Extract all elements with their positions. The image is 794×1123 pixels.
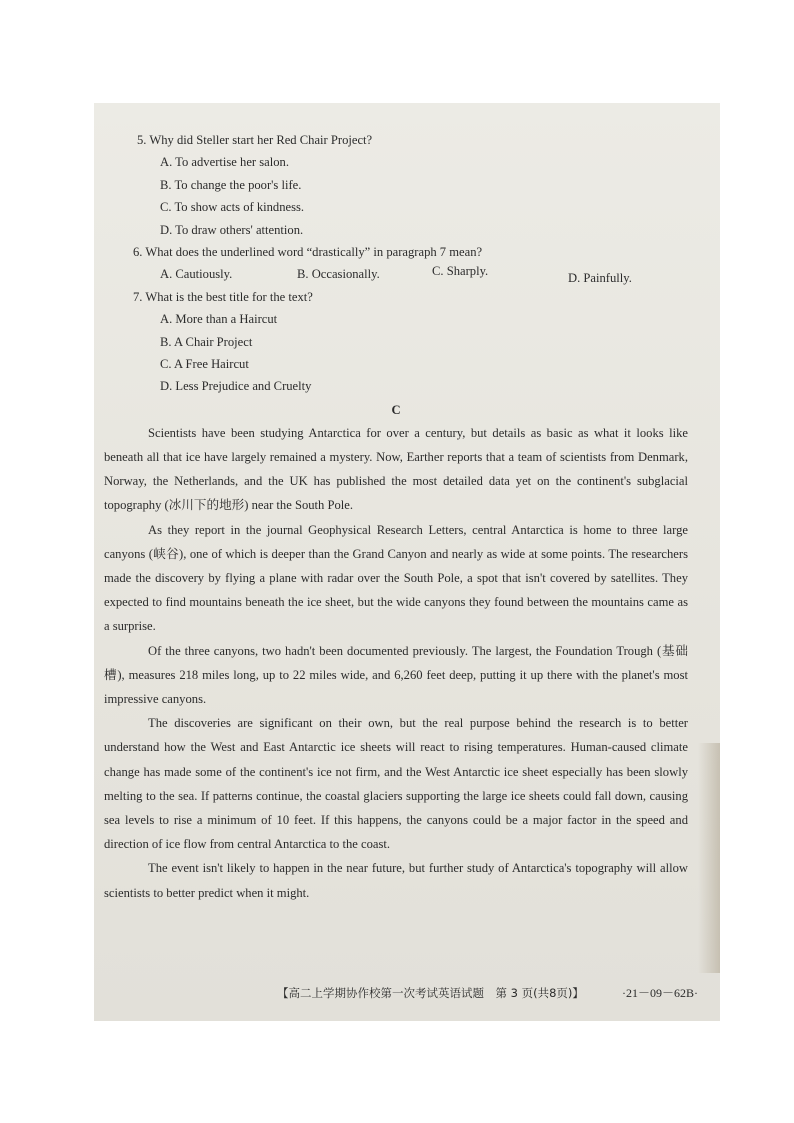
passage-paragraph-5: The event isn't likely to happen in the near future, but further study of Antarctica's topography will allow scientists to better predict when it might. (104, 861, 688, 900)
question-6-options (104, 263, 688, 285)
section-heading: C (391, 402, 401, 417)
passage-paragraph-4: The discoveries are significant on their own, but the real purpose behind the research is to better understand how the West and East Antarctic ice sheets will react to rising temperatures. Human-caused climate change has made some of the continent's ice not firm, and the West Antarctic ice sheet especially has been slowly melting to the sea. If patterns continue, the coastal glaciers supporting the large ice sheets could fall down, causing sea levels to rise a minimum of 10 feet. If this happens, the canyons could be a major factor in the speed and direction of ice flow from central Antarctica to the coast. (104, 716, 688, 852)
question-7-option-a: A. More than a Haircut (160, 312, 278, 327)
passage-paragraph-1: Scientists have been studying Antarctica for over a century, but details as basic as what it looks like beneath all that ice have largely remained a mystery. Now, Earther reports that a team of scientists from Denmark, Norway, the Netherlands, and the UK has published the most detailed data yet on the continent's subglacial topography (冰川下的地形) near the South Pole. (104, 425, 688, 513)
question-6-stem: 6. What does the underlined word “drastically” in paragraph 7 mean? (133, 244, 483, 259)
page-content (104, 129, 688, 905)
passage-paragraph-3: Of the three canyons, two hadn't been documented previously. The largest, the Foundation Trough (基础槽), measures 218 miles long, up to 22 miles wide, and 6,260 feet deep, putting it up there with the planet's most impressive canyons. (104, 643, 688, 706)
question-5-option-a: A. To advertise her salon. (160, 155, 289, 170)
question-7-option-c: C. A Free Haircut (160, 356, 249, 371)
question-5-option-b: B. To change the poor's life. (160, 177, 302, 192)
page-footer (94, 983, 720, 1003)
passage-paragraph-2: As they report in the journal Geophysical Research Letters, central Antarctica is home to three large canyons (峡谷), one of which is deeper than the Grand Canyon and nearly as wide at some points. The researchers made the discovery by flying a plane with radar over the South Pole, a spot that isn't covered by satellites. They expected to find mountains beneath the ice sheet, but the wide canyons they found between the mountains came as a surprise. (104, 522, 688, 634)
question-7-stem: 7. What is the best title for the text? (133, 289, 313, 304)
question-6-option-a: A. Cautiously. (160, 267, 233, 282)
question-6-option-d: D. Painfully. (568, 271, 632, 286)
question-6-option-b: B. Occasionally. (297, 267, 380, 282)
exam-page (94, 103, 720, 1021)
question-5-option-d: D. To draw others' attention. (160, 222, 304, 237)
reading-passage (104, 421, 688, 905)
question-7-option-b: B. A Chair Project (160, 334, 253, 349)
page-edge-shadow (698, 743, 720, 973)
question-6-option-c: C. Sharply. (432, 264, 489, 279)
question-5-option-c: C. To show acts of kindness. (160, 200, 305, 215)
question-7-option-d: D. Less Prejudice and Cruelty (160, 379, 312, 394)
footer-code: ·21－09－62B· (622, 986, 698, 1000)
footer-title: 【高二上学期协作校第一次考试英语试题 第 3 页(共8页)】 (277, 986, 584, 1000)
question-5-stem: 5. Why did Steller start her Red Chair Project? (137, 133, 373, 147)
